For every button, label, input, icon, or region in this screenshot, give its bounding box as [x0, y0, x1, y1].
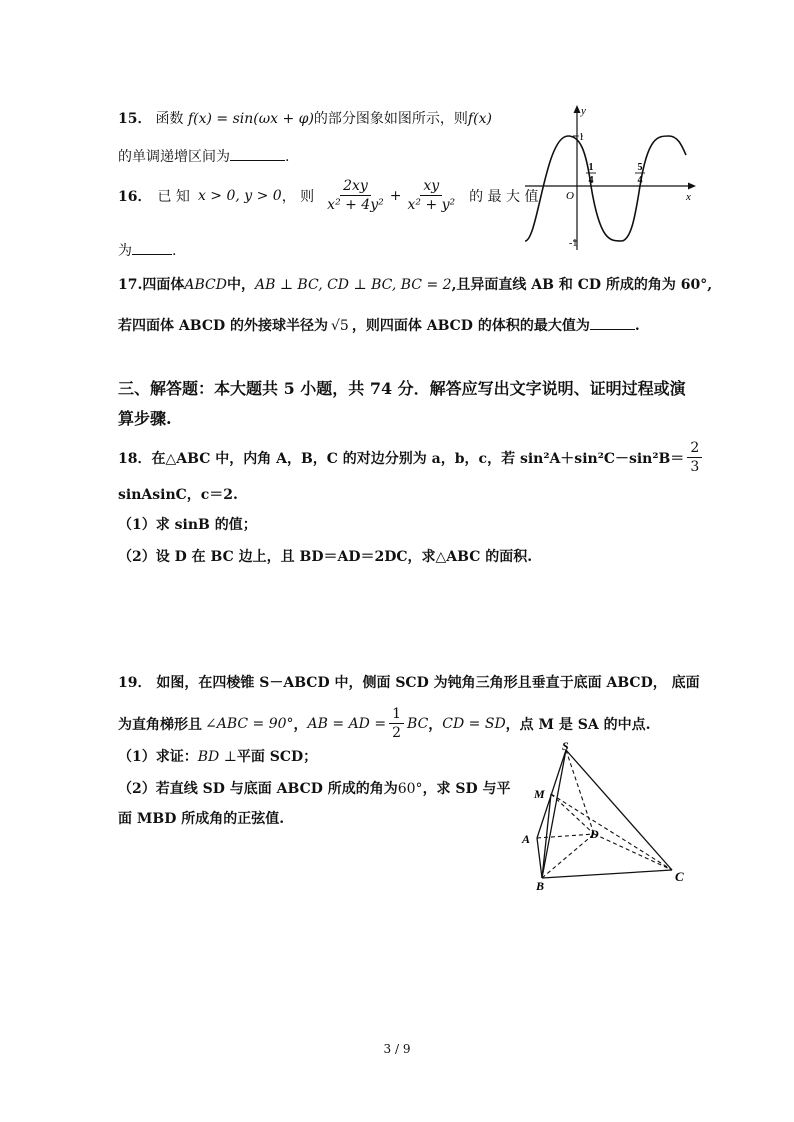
y-top-tick-label: 1 [579, 132, 584, 143]
q16-line2 [118, 240, 176, 260]
q19-fraction [389, 706, 404, 741]
x-axis-label: x [686, 191, 691, 203]
q16-plus: + [389, 187, 402, 204]
y-axis-arrow-icon [574, 105, 581, 113]
edge-SC [566, 750, 672, 870]
q16-condition: x > 0, y > 0 [197, 187, 282, 204]
q16-text-b: ， 则 [281, 188, 315, 205]
q19-part2-line2 [118, 808, 284, 828]
q18-part2 [118, 546, 532, 566]
origin-label: O [566, 190, 574, 202]
q19-part1 [118, 746, 317, 766]
pyramid-figure [510, 740, 695, 890]
x-axis-arrow-icon [688, 183, 696, 190]
vertex-B-label: B [536, 879, 545, 890]
q17-end: . [634, 318, 640, 334]
edge-AB [537, 838, 542, 878]
edge-BC [542, 870, 672, 878]
q17-line1 [118, 274, 712, 294]
vertex-S-label: S [562, 740, 569, 753]
q19-equation: AB = AD = [307, 715, 387, 732]
page-number [0, 1042, 794, 1056]
q18-text-b: sinAsinC，c＝2. [118, 487, 238, 503]
q17-line2-text-a: 若四面体 ABCD 的外接球半径为 [118, 318, 328, 334]
q19-frac-denominator: 2 [392, 725, 402, 742]
q19-text-a: 为直角梯形且 [118, 716, 202, 733]
answer-blank-16[interactable] [132, 242, 172, 255]
q16-fraction-1 [324, 178, 387, 213]
section-3-heading [118, 376, 686, 399]
q17-line2 [118, 315, 640, 335]
section-3-line1: 三、解答题：本大题共 5 小题，共 74 分．解答应写出文字说明、证明过程或演 [118, 379, 686, 398]
q15-text-c: 的单调递增区间为 [118, 149, 230, 165]
q17-text-b: ABCD [184, 277, 227, 293]
q15-text-a: 函数 [155, 111, 184, 127]
q16-number: 16． [118, 188, 152, 205]
q19-line2 [118, 706, 651, 741]
q16-frac1-denominator: x² + 4y² [327, 197, 384, 214]
vertex-D-label: D [590, 827, 599, 841]
q16-text-c: 的 最 大 值 [469, 188, 539, 205]
q17-sqrt: √5 [331, 318, 349, 334]
sine-graph [520, 100, 700, 255]
q17-conditions: AB ⊥ BC, CD ⊥ BC, BC = 2 [254, 277, 452, 293]
q18-frac-denominator: 3 [690, 459, 700, 476]
q15-text-b: 的部分图象如图所示，则 [313, 111, 468, 127]
section-3-line2: 算步骤. [118, 409, 172, 428]
q16-end: . [172, 243, 177, 259]
q18-line2 [118, 484, 238, 504]
edge-SD [566, 750, 594, 834]
q15-function-2: f(x) [467, 111, 492, 127]
q19-text-d: ，点 M 是 SA 的中点. [505, 716, 651, 733]
q19-angle: ∠ABC = 90° [205, 715, 294, 732]
q19-part2-text-b: ，求 SD 与平 [422, 781, 511, 797]
q18-text-a: 18．在△ABC 中，内角 A，B，C 的对边分别为 a，b，c，若 sin²A＋sin²C－sin²B＝ [118, 450, 685, 467]
q19-frac-numerator: 1 [389, 706, 404, 724]
edge-MC [551, 794, 672, 870]
q18-part1-text: （1）求 sinB 的值； [118, 517, 257, 533]
vertex-C-label: C [675, 869, 684, 884]
q18-line1 [118, 440, 705, 475]
q18-part1 [118, 514, 257, 534]
x-tick-1-num: 1 [588, 162, 594, 173]
vertex-M-label: M [534, 787, 545, 801]
q19-part2-text-c: 面 MBD 所成角的正弦值. [118, 811, 285, 827]
q18-fraction [687, 440, 702, 475]
q19-line1 [118, 672, 700, 692]
q19-part2 [118, 778, 511, 798]
q16-frac1-numerator: 2xy [340, 178, 371, 196]
q17-line2-text-b: ，则四面体 ABCD 的体积的最大值为 [351, 318, 590, 334]
q16-text-d: 为 [118, 243, 132, 259]
edge-DC [594, 834, 672, 870]
section-3-heading-line2 [118, 406, 172, 429]
answer-blank-17[interactable] [590, 317, 635, 330]
q16-fraction-2 [404, 178, 458, 213]
q19-part1-expr: BD ⊥ [197, 749, 237, 765]
q18-part2-text: （2）设 D 在 BC 边上，且 BD＝AD＝2DC，求△ABC 的面积. [118, 549, 533, 565]
q15-function: f(x) = sin(ωx + φ) [187, 111, 314, 127]
q19-bc: BC [407, 715, 429, 732]
q16-text-a: 已 知 [157, 188, 190, 205]
sine-curve [525, 136, 686, 241]
q19-part2-angle: 60° [397, 781, 423, 797]
q16-frac2-numerator: xy [420, 178, 442, 196]
vertex-A-label: A [522, 832, 531, 846]
x-tick-1-den: 4 [588, 175, 594, 186]
q19-part2-text-a: （2）若直线 SD 与底面 ABCD 所成的角为 [118, 781, 398, 797]
q19-comma-1: ， [293, 716, 308, 733]
y-axis-label: y [581, 105, 586, 117]
q17-text-a: 17.四面体 [118, 277, 185, 293]
edge-BD [542, 834, 594, 878]
x-tick-2-num: 5 [637, 162, 643, 173]
q15-end: . [285, 149, 290, 165]
q15-line2 [118, 146, 289, 166]
q19-text-line1: 19． 如图，在四棱锥 S－ABCD 中，侧面 SCD 为钝角三角形且垂直于底面 ABCD， 底面 [118, 675, 700, 691]
x-tick-2-den: 4 [637, 175, 643, 186]
q19-cd-sd: CD = SD [442, 715, 506, 732]
answer-blank-15[interactable] [230, 148, 285, 161]
q15-number: 15． [118, 111, 152, 127]
y-bottom-tick-label: -1 [569, 238, 578, 249]
q18-frac-numerator: 2 [687, 440, 702, 458]
q19-part1-text-b: 平面 SCD； [236, 749, 318, 765]
edge-AD [537, 834, 594, 838]
q19-part1-text-a: （1）求证： [118, 749, 198, 765]
q16-line1 [118, 178, 539, 213]
q17-text-c: 中， [226, 277, 255, 293]
q15-line1 [118, 108, 492, 128]
page-number-text: 3 / 9 [383, 1042, 411, 1056]
q17-text-e: ,且异面直线 AB 和 CD 所成的角为 60°, [451, 277, 713, 293]
q16-frac2-denominator: x² + y² [407, 197, 456, 214]
edge-SB [542, 750, 566, 878]
edge-MD [551, 794, 594, 834]
q19-comma-2: ， [428, 716, 443, 733]
